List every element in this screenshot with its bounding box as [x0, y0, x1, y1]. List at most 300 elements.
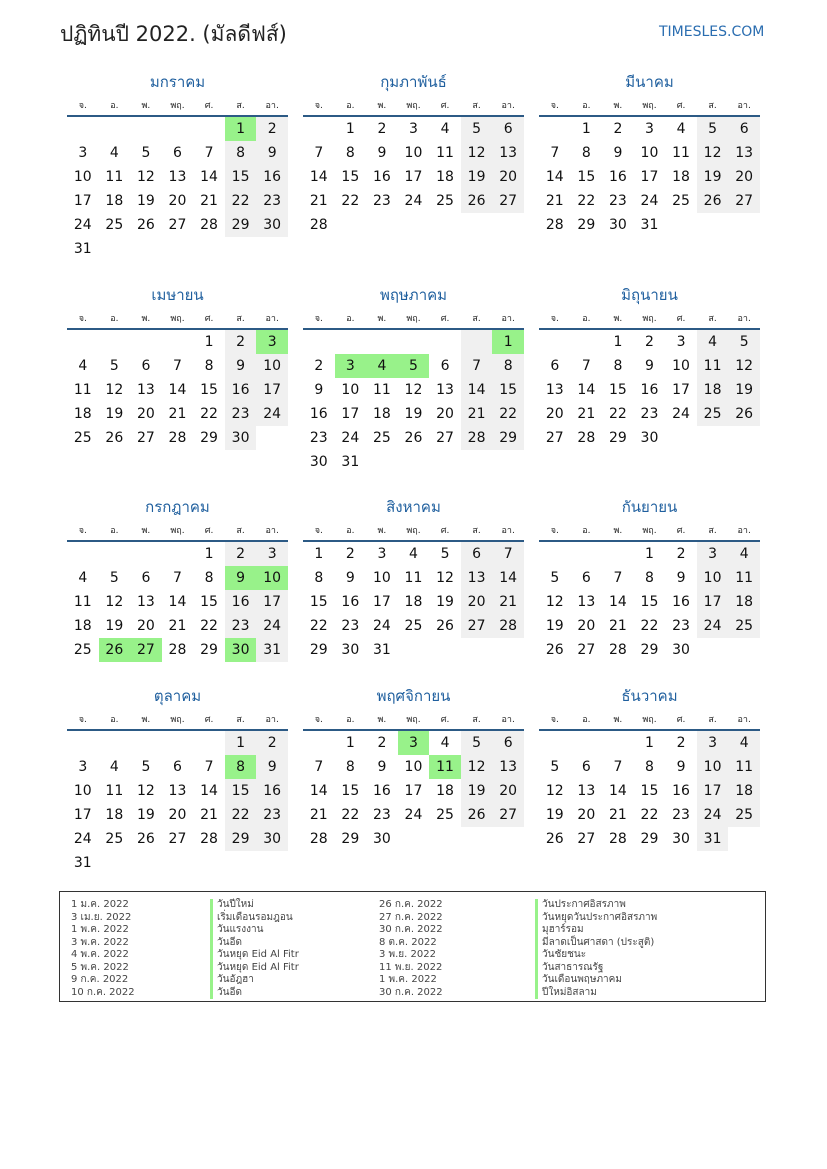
day-cell[interactable]: 22: [200, 406, 218, 422]
day-cell[interactable]: 17: [697, 779, 729, 803]
day-cell[interactable]: 27: [577, 642, 596, 658]
day-cell[interactable]: 15: [492, 378, 524, 402]
day-cell[interactable]: 21: [309, 807, 328, 823]
day-cell[interactable]: 6: [141, 570, 151, 586]
day-cell[interactable]: 8: [645, 759, 654, 775]
day-cell[interactable]: 30: [341, 642, 360, 658]
day-cell[interactable]: 17: [341, 406, 360, 422]
day-cell[interactable]: 3: [377, 546, 387, 562]
day-cell[interactable]: 8: [613, 358, 623, 374]
day-cell[interactable]: 5: [697, 116, 729, 141]
day-cell[interactable]: 23: [608, 193, 627, 209]
day-cell[interactable]: 31: [73, 241, 92, 257]
day-cell[interactable]: 29: [640, 831, 659, 847]
day-cell[interactable]: 7: [492, 541, 524, 566]
day-cell[interactable]: 29: [640, 642, 659, 658]
day-cell[interactable]: 3: [256, 541, 288, 566]
day-cell[interactable]: 9: [225, 566, 257, 590]
day-cell[interactable]: 9: [676, 759, 686, 775]
day-cell[interactable]: 13: [492, 755, 524, 779]
day-cell[interactable]: 9: [314, 382, 324, 398]
day-cell[interactable]: 26: [136, 217, 155, 233]
day-cell[interactable]: 20: [577, 618, 596, 634]
day-cell[interactable]: 24: [404, 807, 423, 823]
day-cell[interactable]: 10: [697, 566, 729, 590]
day-cell[interactable]: 24: [640, 193, 659, 209]
day-cell[interactable]: 23: [225, 614, 257, 638]
day-cell[interactable]: 13: [136, 594, 155, 610]
day-cell[interactable]: 29: [200, 642, 218, 658]
day-cell[interactable]: 20: [168, 193, 187, 209]
day-cell[interactable]: 3: [676, 334, 686, 350]
day-cell[interactable]: 24: [372, 618, 391, 634]
day-cell[interactable]: 18: [436, 783, 454, 799]
day-cell[interactable]: 12: [697, 141, 729, 165]
day-cell[interactable]: 30: [672, 831, 690, 847]
day-cell[interactable]: 4: [109, 145, 119, 161]
day-cell[interactable]: 12: [461, 755, 493, 779]
day-cell[interactable]: 26: [461, 189, 493, 213]
day-cell[interactable]: 4: [78, 358, 88, 374]
day-cell[interactable]: 10: [73, 169, 92, 185]
day-cell[interactable]: 16: [225, 590, 257, 614]
day-cell[interactable]: 8: [225, 141, 257, 165]
day-cell[interactable]: 19: [404, 406, 423, 422]
day-cell[interactable]: 27: [492, 803, 524, 827]
day-cell[interactable]: 27: [545, 430, 564, 446]
day-cell[interactable]: 15: [577, 169, 596, 185]
day-cell[interactable]: 24: [73, 831, 92, 847]
day-cell[interactable]: 16: [640, 382, 659, 398]
day-cell[interactable]: 22: [640, 618, 659, 634]
day-cell[interactable]: 12: [545, 594, 564, 610]
day-cell[interactable]: 7: [204, 759, 214, 775]
day-cell[interactable]: 29: [200, 430, 218, 446]
day-cell[interactable]: 30: [309, 454, 328, 470]
day-cell[interactable]: 28: [492, 614, 524, 638]
day-cell[interactable]: 29: [577, 217, 596, 233]
day-cell[interactable]: 5: [550, 759, 560, 775]
day-cell[interactable]: 24: [341, 430, 360, 446]
day-cell[interactable]: 12: [404, 382, 423, 398]
day-cell[interactable]: 31: [73, 855, 92, 871]
day-cell[interactable]: 4: [409, 546, 418, 562]
day-cell[interactable]: 16: [672, 783, 690, 799]
day-cell[interactable]: 19: [697, 165, 729, 189]
day-cell[interactable]: 4: [697, 329, 729, 354]
day-cell[interactable]: 22: [640, 807, 659, 823]
day-cell[interactable]: 15: [309, 594, 328, 610]
day-cell[interactable]: 21: [200, 807, 218, 823]
day-cell[interactable]: 21: [492, 590, 524, 614]
day-cell[interactable]: 1: [645, 735, 654, 751]
day-cell[interactable]: 21: [168, 406, 187, 422]
day-cell[interactable]: 20: [436, 406, 454, 422]
day-cell[interactable]: 19: [461, 165, 493, 189]
day-cell[interactable]: 24: [73, 217, 92, 233]
day-cell[interactable]: 18: [728, 779, 760, 803]
day-cell[interactable]: 20: [168, 807, 187, 823]
day-cell[interactable]: 10: [73, 783, 92, 799]
day-cell[interactable]: 10: [256, 566, 288, 590]
day-cell[interactable]: 23: [372, 807, 391, 823]
day-cell[interactable]: 31: [697, 827, 729, 851]
day-cell[interactable]: 18: [672, 169, 690, 185]
day-cell[interactable]: 13: [168, 783, 187, 799]
day-cell[interactable]: 13: [492, 141, 524, 165]
day-cell[interactable]: 29: [341, 831, 360, 847]
day-cell[interactable]: 23: [256, 189, 288, 213]
day-cell[interactable]: 16: [309, 406, 328, 422]
day-cell[interactable]: 7: [461, 354, 493, 378]
day-cell[interactable]: 22: [341, 193, 360, 209]
day-cell[interactable]: 17: [640, 169, 659, 185]
day-cell[interactable]: 6: [581, 570, 591, 586]
day-cell[interactable]: 15: [640, 783, 659, 799]
day-cell[interactable]: 17: [697, 590, 729, 614]
day-cell[interactable]: 5: [728, 329, 760, 354]
day-cell[interactable]: 4: [440, 735, 450, 751]
day-cell[interactable]: 6: [581, 759, 591, 775]
day-cell[interactable]: 3: [335, 354, 367, 378]
day-cell[interactable]: 11: [429, 755, 461, 779]
day-cell[interactable]: 25: [73, 642, 92, 658]
day-cell[interactable]: 2: [225, 541, 257, 566]
day-cell[interactable]: 24: [404, 193, 423, 209]
day-cell[interactable]: 26: [136, 831, 155, 847]
day-cell[interactable]: 23: [372, 193, 391, 209]
day-cell[interactable]: 12: [136, 169, 155, 185]
day-cell[interactable]: 19: [436, 594, 454, 610]
day-cell[interactable]: 20: [492, 165, 524, 189]
day-cell[interactable]: 7: [581, 358, 591, 374]
day-cell[interactable]: 28: [200, 217, 218, 233]
day-cell[interactable]: 6: [173, 145, 182, 161]
day-cell[interactable]: 10: [640, 145, 659, 161]
day-cell[interactable]: 5: [141, 145, 151, 161]
day-cell[interactable]: 21: [309, 193, 328, 209]
day-cell[interactable]: 7: [314, 759, 324, 775]
brand-link[interactable]: TIMESLES.COM: [659, 24, 765, 40]
day-cell[interactable]: 12: [545, 783, 564, 799]
day-cell[interactable]: 6: [461, 541, 493, 566]
day-cell[interactable]: 27: [136, 430, 155, 446]
day-cell[interactable]: 18: [105, 807, 124, 823]
day-cell[interactable]: 5: [398, 354, 430, 378]
day-cell[interactable]: 2: [613, 121, 623, 137]
day-cell[interactable]: 13: [436, 382, 454, 398]
day-cell[interactable]: 8: [492, 354, 524, 378]
day-cell[interactable]: 30: [225, 426, 257, 450]
day-cell[interactable]: 26: [461, 803, 493, 827]
day-cell[interactable]: 16: [672, 594, 690, 610]
day-cell[interactable]: 25: [672, 193, 690, 209]
day-cell[interactable]: 13: [577, 783, 596, 799]
day-cell[interactable]: 24: [697, 614, 729, 638]
day-cell[interactable]: 24: [672, 406, 690, 422]
day-cell[interactable]: 30: [256, 827, 288, 851]
day-cell[interactable]: 1: [204, 334, 214, 350]
day-cell[interactable]: 22: [492, 402, 524, 426]
day-cell[interactable]: 14: [608, 783, 627, 799]
day-cell[interactable]: 16: [372, 169, 391, 185]
day-cell[interactable]: 19: [461, 779, 493, 803]
day-cell[interactable]: 23: [640, 406, 659, 422]
day-cell[interactable]: 4: [109, 759, 119, 775]
day-cell[interactable]: 10: [672, 358, 690, 374]
day-cell[interactable]: 6: [440, 358, 450, 374]
day-cell[interactable]: 17: [73, 807, 92, 823]
day-cell[interactable]: 16: [256, 165, 288, 189]
day-cell[interactable]: 5: [550, 570, 560, 586]
day-cell[interactable]: 5: [109, 358, 119, 374]
day-cell[interactable]: 26: [728, 402, 760, 426]
day-cell[interactable]: 13: [136, 382, 155, 398]
day-cell[interactable]: 22: [225, 803, 257, 827]
day-cell[interactable]: 19: [728, 378, 760, 402]
day-cell[interactable]: 6: [141, 358, 151, 374]
day-cell[interactable]: 3: [398, 730, 430, 755]
day-cell[interactable]: 1: [225, 116, 257, 141]
day-cell[interactable]: 26: [697, 189, 729, 213]
day-cell[interactable]: 25: [436, 807, 454, 823]
day-cell[interactable]: 19: [105, 406, 124, 422]
day-cell[interactable]: 21: [200, 193, 218, 209]
day-cell[interactable]: 17: [73, 193, 92, 209]
day-cell[interactable]: 8: [345, 145, 355, 161]
day-cell[interactable]: 3: [697, 541, 729, 566]
day-cell[interactable]: 10: [404, 759, 423, 775]
day-cell[interactable]: 11: [728, 755, 760, 779]
day-cell[interactable]: 21: [545, 193, 564, 209]
day-cell[interactable]: 17: [404, 169, 423, 185]
day-cell[interactable]: 7: [550, 145, 560, 161]
day-cell[interactable]: 19: [105, 618, 124, 634]
day-cell[interactable]: 9: [256, 755, 288, 779]
day-cell[interactable]: 18: [728, 590, 760, 614]
day-cell[interactable]: 7: [173, 570, 182, 586]
day-cell[interactable]: 2: [645, 334, 654, 350]
day-cell[interactable]: 12: [461, 141, 493, 165]
day-cell[interactable]: 5: [440, 546, 450, 562]
day-cell[interactable]: 4: [728, 730, 760, 755]
day-cell[interactable]: 14: [545, 169, 564, 185]
day-cell[interactable]: 15: [225, 165, 257, 189]
day-cell[interactable]: 8: [645, 570, 654, 586]
day-cell[interactable]: 15: [341, 783, 360, 799]
day-cell[interactable]: 18: [697, 378, 729, 402]
day-cell[interactable]: 5: [141, 759, 151, 775]
day-cell[interactable]: 14: [608, 594, 627, 610]
day-cell[interactable]: 27: [130, 638, 162, 662]
day-cell[interactable]: 27: [461, 614, 493, 638]
day-cell[interactable]: 3: [256, 329, 288, 354]
day-cell[interactable]: 14: [168, 382, 187, 398]
day-cell[interactable]: 29: [608, 430, 627, 446]
day-cell[interactable]: 6: [173, 759, 182, 775]
day-cell[interactable]: 22: [341, 807, 360, 823]
day-cell[interactable]: 30: [225, 638, 257, 662]
day-cell[interactable]: 28: [608, 831, 627, 847]
day-cell[interactable]: 10: [341, 382, 360, 398]
day-cell[interactable]: 11: [372, 382, 391, 398]
day-cell[interactable]: 17: [404, 783, 423, 799]
day-cell[interactable]: 24: [697, 803, 729, 827]
day-cell[interactable]: 12: [436, 570, 454, 586]
day-cell[interactable]: 14: [461, 378, 493, 402]
day-cell[interactable]: 30: [256, 213, 288, 237]
day-cell[interactable]: 28: [461, 426, 493, 450]
day-cell[interactable]: 4: [676, 121, 686, 137]
day-cell[interactable]: 8: [314, 570, 324, 586]
day-cell[interactable]: 27: [436, 430, 454, 446]
day-cell[interactable]: 3: [697, 730, 729, 755]
day-cell[interactable]: 3: [78, 759, 88, 775]
day-cell[interactable]: 1: [613, 334, 623, 350]
day-cell[interactable]: 26: [404, 430, 423, 446]
day-cell[interactable]: 2: [256, 730, 288, 755]
day-cell[interactable]: 10: [404, 145, 423, 161]
day-cell[interactable]: 25: [73, 430, 92, 446]
day-cell[interactable]: 22: [608, 406, 627, 422]
day-cell[interactable]: 2: [676, 735, 686, 751]
day-cell[interactable]: 4: [440, 121, 450, 137]
day-cell[interactable]: 8: [345, 759, 355, 775]
day-cell[interactable]: 8: [225, 755, 257, 779]
day-cell[interactable]: 26: [105, 430, 124, 446]
day-cell[interactable]: 1: [645, 546, 654, 562]
day-cell[interactable]: 14: [200, 783, 218, 799]
day-cell[interactable]: 9: [613, 145, 623, 161]
day-cell[interactable]: 5: [109, 570, 119, 586]
day-cell[interactable]: 16: [341, 594, 360, 610]
day-cell[interactable]: 29: [225, 213, 257, 237]
day-cell[interactable]: 23: [225, 402, 257, 426]
day-cell[interactable]: 25: [372, 430, 391, 446]
day-cell[interactable]: 26: [436, 618, 454, 634]
day-cell[interactable]: 7: [314, 145, 324, 161]
day-cell[interactable]: 1: [225, 730, 257, 755]
day-cell[interactable]: 22: [577, 193, 596, 209]
day-cell[interactable]: 15: [225, 779, 257, 803]
day-cell[interactable]: 29: [309, 642, 328, 658]
day-cell[interactable]: 2: [314, 358, 324, 374]
day-cell[interactable]: 7: [613, 759, 623, 775]
day-cell[interactable]: 6: [550, 358, 560, 374]
day-cell[interactable]: 11: [73, 382, 92, 398]
day-cell[interactable]: 16: [372, 783, 391, 799]
day-cell[interactable]: 3: [409, 121, 418, 137]
day-cell[interactable]: 2: [256, 116, 288, 141]
day-cell[interactable]: 18: [372, 406, 391, 422]
day-cell[interactable]: 14: [200, 169, 218, 185]
day-cell[interactable]: 31: [640, 217, 659, 233]
day-cell[interactable]: 9: [645, 358, 654, 374]
day-cell[interactable]: 22: [200, 618, 218, 634]
day-cell[interactable]: 23: [672, 618, 690, 634]
day-cell[interactable]: 17: [372, 594, 391, 610]
day-cell[interactable]: 1: [492, 329, 524, 354]
day-cell[interactable]: 15: [200, 594, 218, 610]
day-cell[interactable]: 10: [372, 570, 391, 586]
day-cell[interactable]: 30: [372, 831, 391, 847]
day-cell[interactable]: 1: [345, 735, 355, 751]
day-cell[interactable]: 19: [136, 807, 155, 823]
day-cell[interactable]: 18: [404, 594, 423, 610]
day-cell[interactable]: 9: [256, 141, 288, 165]
day-cell[interactable]: 26: [99, 638, 131, 662]
day-cell[interactable]: 24: [256, 614, 288, 638]
day-cell[interactable]: 27: [492, 189, 524, 213]
day-cell[interactable]: 11: [697, 354, 729, 378]
day-cell[interactable]: 21: [608, 807, 627, 823]
day-cell[interactable]: 20: [136, 406, 155, 422]
day-cell[interactable]: 4: [78, 570, 88, 586]
day-cell[interactable]: 30: [672, 642, 690, 658]
day-cell[interactable]: 20: [728, 165, 760, 189]
day-cell[interactable]: 28: [545, 217, 564, 233]
day-cell[interactable]: 6: [492, 116, 524, 141]
day-cell[interactable]: 1: [345, 121, 355, 137]
day-cell[interactable]: 3: [78, 145, 88, 161]
day-cell[interactable]: 20: [492, 779, 524, 803]
day-cell[interactable]: 1: [581, 121, 591, 137]
day-cell[interactable]: 31: [372, 642, 391, 658]
day-cell[interactable]: 25: [105, 831, 124, 847]
day-cell[interactable]: 19: [136, 193, 155, 209]
day-cell[interactable]: 5: [461, 116, 493, 141]
day-cell[interactable]: 6: [728, 116, 760, 141]
day-cell[interactable]: 27: [728, 189, 760, 213]
day-cell[interactable]: 7: [173, 358, 182, 374]
day-cell[interactable]: 19: [545, 807, 564, 823]
day-cell[interactable]: 14: [309, 783, 328, 799]
day-cell[interactable]: 1: [204, 546, 214, 562]
day-cell[interactable]: 7: [613, 570, 623, 586]
day-cell[interactable]: 11: [105, 783, 124, 799]
day-cell[interactable]: 14: [492, 566, 524, 590]
day-cell[interactable]: 16: [256, 779, 288, 803]
day-cell[interactable]: 30: [608, 217, 627, 233]
day-cell[interactable]: 31: [341, 454, 360, 470]
day-cell[interactable]: 16: [608, 169, 627, 185]
day-cell[interactable]: 10: [256, 354, 288, 378]
day-cell[interactable]: 12: [728, 354, 760, 378]
day-cell[interactable]: 1: [314, 546, 324, 562]
day-cell[interactable]: 2: [345, 546, 355, 562]
day-cell[interactable]: 12: [105, 382, 124, 398]
day-cell[interactable]: 2: [377, 121, 387, 137]
day-cell[interactable]: 21: [168, 618, 187, 634]
day-cell[interactable]: 25: [728, 614, 760, 638]
day-cell[interactable]: 25: [697, 402, 729, 426]
day-cell[interactable]: 25: [404, 618, 423, 634]
day-cell[interactable]: 8: [204, 570, 214, 586]
day-cell[interactable]: 18: [105, 193, 124, 209]
day-cell[interactable]: 23: [256, 803, 288, 827]
day-cell[interactable]: 11: [404, 570, 423, 586]
day-cell[interactable]: 27: [577, 831, 596, 847]
day-cell[interactable]: 9: [377, 759, 387, 775]
day-cell[interactable]: 12: [136, 783, 155, 799]
day-cell[interactable]: 15: [608, 382, 627, 398]
day-cell[interactable]: 10: [697, 755, 729, 779]
day-cell[interactable]: 28: [309, 831, 328, 847]
day-cell[interactable]: 13: [168, 169, 187, 185]
day-cell[interactable]: 4: [728, 541, 760, 566]
day-cell[interactable]: 20: [136, 618, 155, 634]
day-cell[interactable]: 13: [728, 141, 760, 165]
